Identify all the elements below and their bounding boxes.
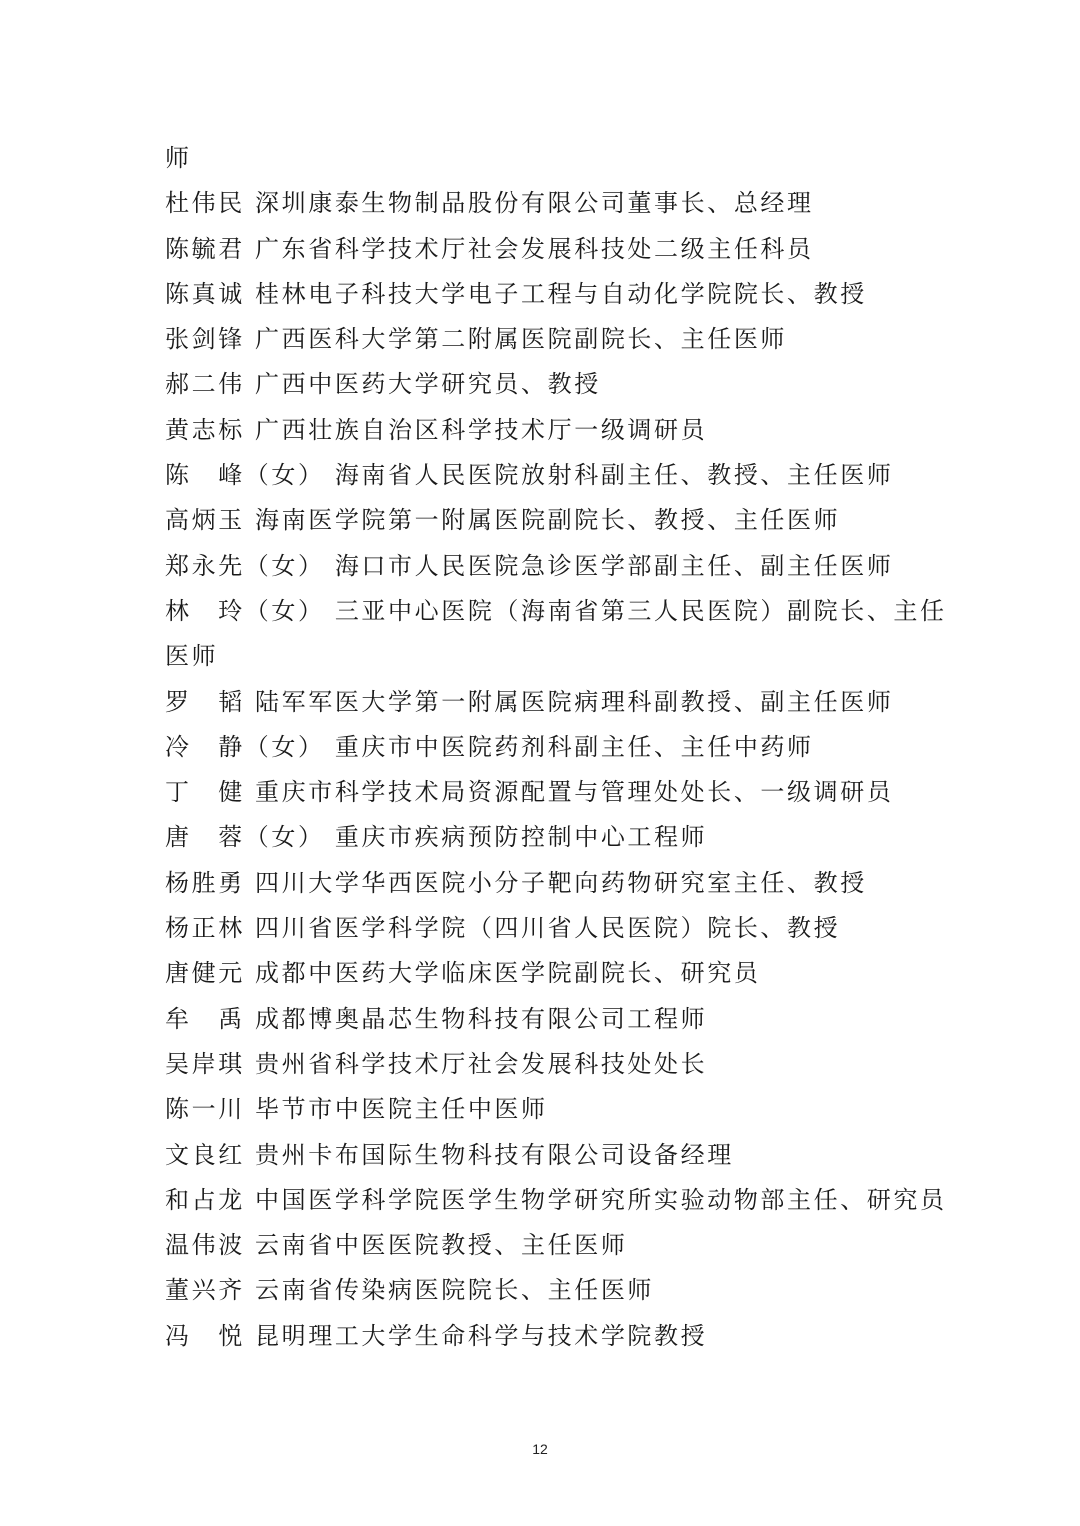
text-line: 文良红 贵州卡布国际生物科技有限公司设备经理 [165,1140,734,1169]
text-line: 陈毓君 广东省科学技术厅社会发展科技处二级主任科员 [165,234,814,263]
text-line: 张剑锋 广西医科大学第二附属医院副院长、主任医师 [165,325,788,354]
page-number: 12 [532,1441,548,1457]
text-line: 牟 禹 成都博奥晶芯生物科技有限公司工程师 [165,1004,708,1033]
text-line: 黄志标 广西壮族自治区科学技术厅一级调研员 [165,415,708,444]
text-line: 丁 健 重庆市科学技术局资源配置与管理处处长、一级调研员 [165,778,894,807]
text-line: 林 玲（女） 三亚中心医院（海南省第三人民医院）副院长、主任 [165,596,947,625]
text-line: 唐 蓉（女） 重庆市疾病预防控制中心工程师 [165,823,708,852]
text-line: 杜伟民 深圳康泰生物制品股份有限公司董事长、总经理 [165,189,814,218]
text-line: 和占龙 中国医学科学院医学生物学研究所实验动物部主任、研究员 [165,1185,947,1214]
text-line: 陈 峰（女） 海南省人民医院放射科副主任、教授、主任医师 [165,461,894,490]
text-line: 陈真诚 桂林电子科技大学电子工程与自动化学院院长、教授 [165,279,867,308]
member-list [165,136,947,1359]
text-line: 医师 [165,642,219,671]
text-line: 郝二伟 广西中医药大学研究员、教授 [165,370,601,399]
text-line: 温伟波 云南省中医医院教授、主任医师 [165,1231,628,1260]
text-line: 高炳玉 海南医学院第一附属医院副院长、教授、主任医师 [165,506,841,535]
text-line: 郑永先（女） 海口市人民医院急诊医学部副主任、副主任医师 [165,551,894,580]
text-line: 冷 静（女） 重庆市中医院药剂科副主任、主任中药师 [165,732,814,761]
text-line: 陈一川 毕节市中医院主任中医师 [165,1095,548,1124]
text-line: 唐健元 成都中医药大学临床医学院副院长、研究员 [165,959,761,988]
text-line: 罗 韬 陆军军医大学第一附属医院病理科副教授、副主任医师 [165,687,894,716]
text-line: 董兴齐 云南省传染病医院院长、主任医师 [165,1276,655,1305]
text-line: 杨正林 四川省医学科学院（四川省人民医院）院长、教授 [165,914,841,943]
text-line: 师 [165,144,192,172]
text-line: 冯 悦 昆明理工大学生命科学与技术学院教授 [165,1321,708,1350]
text-line: 吴岸琪 贵州省科学技术厅社会发展科技处处长 [165,1049,708,1078]
text-line: 杨胜勇 四川大学华西医院小分子靶向药物研究室主任、教授 [165,868,867,897]
